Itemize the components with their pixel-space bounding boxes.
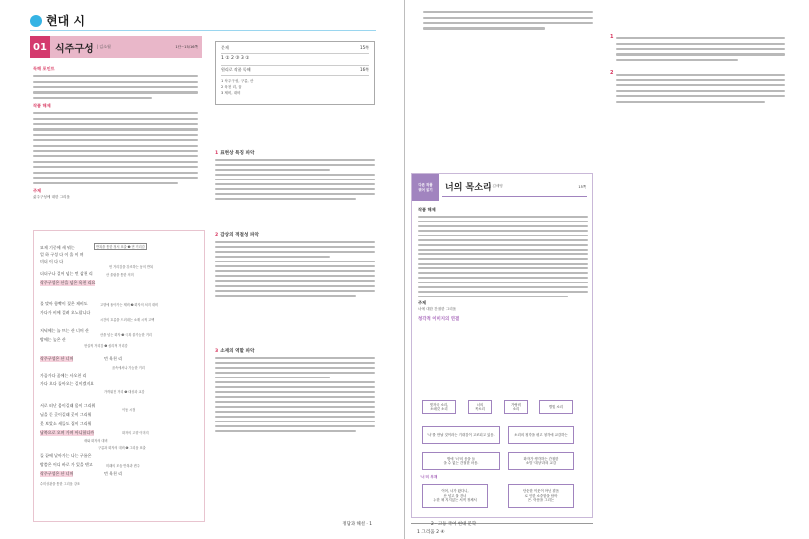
- lesson-number: 01: [30, 36, 50, 58]
- card-tag-line: 다른 작품: [418, 182, 433, 187]
- poem-line: 먼 육천 리: [104, 356, 122, 361]
- poem-annotation: 먼 거리감을 강조하는 동의 반복: [109, 265, 154, 269]
- question-1: [215, 150, 375, 203]
- poem-annotation: 화자의 고향 이미지: [122, 431, 149, 435]
- map-node: '너'를 만날 것이라는 기대감이 고조되고 있음.: [422, 426, 500, 444]
- section-rule: [30, 30, 376, 31]
- review-item: 2 육천 리, 꿈: [221, 84, 242, 89]
- poem-line: 남북으로 오며 가며 아니합디까: [40, 430, 95, 435]
- question-3: [215, 348, 375, 435]
- poem-line: 미더 이 다 다: [40, 259, 64, 264]
- heading-work-commentary: 작품 해제: [33, 102, 51, 108]
- card-answer: 1 그리움 2 ④: [417, 530, 445, 535]
- answer-explanations-column: 1 2: [610, 34, 785, 112]
- poem-line: 님을 둔 곳이길래 곳이 그리워: [40, 412, 92, 417]
- concept-map-title: 청각적 이미지의 연결: [418, 316, 460, 322]
- poem-line: 밤쯤은 어디 바로 가 있을 텐고: [40, 462, 93, 467]
- poem-line: 가다 오다 돌아오는 길이겠지요: [40, 381, 95, 386]
- heading-card-theme: 주제: [418, 300, 427, 306]
- poem-line: 저녁에는 놀 뜨는 산 너머 산: [40, 328, 89, 333]
- poem-annotation: 시간의 흐름을 드러내는 소재 시적 고백: [100, 318, 155, 322]
- question-title: 감상의 적절성 파악: [220, 233, 259, 238]
- card-tag-line: 엮어 읽기: [418, 187, 433, 192]
- poem-annotation: 가까워진 거리 ➎ 대상과 교감: [104, 390, 145, 394]
- poem-line: 먼 육천 리: [104, 471, 122, 476]
- question-number: 1: [215, 151, 219, 156]
- review-page-ref: 16쪽: [360, 67, 369, 73]
- poem-annotation: 수미상관을 통한 그리움 강조: [40, 482, 80, 486]
- map-node: 가랑비 소리: [504, 400, 528, 414]
- card-author: | 김세영: [490, 184, 503, 188]
- poem-annotation: 이동 시점: [122, 408, 136, 412]
- poem-annotation: 고향에 돌아가는 제비 ➋ 화자의 처지 대비: [100, 303, 159, 307]
- card-title: 너의 목소리: [445, 183, 492, 193]
- page-footer: 정답과 해설 · 1: [342, 522, 372, 527]
- question-title: 소재의 역할 파악: [220, 349, 255, 354]
- poem-line: 묘제 기중에 새 뭐는: [40, 245, 75, 250]
- section-title: 현대 시: [46, 14, 85, 28]
- poem-line: 밤에는 높은 산: [40, 337, 66, 342]
- poem-box: [33, 230, 205, 522]
- section-dot-icon: [30, 15, 42, 27]
- question-2: [215, 232, 375, 300]
- poem-line: 삭주구성은 산 너머: [40, 471, 74, 476]
- lesson-page-tag: 1단~15/16쪽: [175, 44, 198, 49]
- reading-notes-column: [33, 62, 198, 201]
- poem-line: 가끔가다 꿈에는 사오천 리: [40, 373, 87, 378]
- paragraph-work-commentary: [33, 112, 198, 184]
- poem-line: 삭주구성은 산을 넘은 육천 리요: [40, 280, 96, 285]
- poem-annotation: 꿈속에서나 가능한 거리: [112, 366, 145, 370]
- poem-annotation: 산 울림을 통한 의미: [106, 273, 134, 277]
- map-node: 별빛 소리: [539, 400, 573, 414]
- heading-reading-point: 독해 포인트: [33, 66, 55, 71]
- card-page-tag: 15쪽: [578, 185, 586, 189]
- poem-line: 삭주구성은 산 너머: [40, 356, 74, 361]
- poem-annotation: 현실적 거리감 ➍ 심리적 거리감: [84, 344, 128, 348]
- question-title: 표현상 특징 파악: [220, 151, 255, 156]
- lesson-banner: [30, 36, 202, 58]
- question-number: 2: [215, 233, 219, 238]
- poem-line: 물 맞아 함빡이 젖은 제비도: [40, 301, 88, 306]
- poem-annotation: 미래의 모습 반복과 변주: [106, 464, 140, 468]
- answer-label: 문제: [221, 45, 229, 50]
- poem-line: 얼 하 구성 다 이 울 이 며: [40, 252, 84, 257]
- poem-line: 들 끝에 날아가는 나는 구름은: [40, 453, 92, 458]
- map-node: 단순한 이웃이 아닌 곁음 로 인한 소중함을 담아 은. 아픔을 그리는: [508, 484, 574, 508]
- card-theme-text: 너에 대한 간절한 그리움: [418, 307, 457, 312]
- poem-annotation: 산을 넘는 화자 ➌ 극복 불가능한 거리: [100, 333, 152, 337]
- lesson-title: 식주구성: [55, 43, 94, 55]
- map-node: 화자가 생각하는 간절한 소망 '대상'과의 교감: [508, 452, 574, 470]
- question-number: 3: [215, 349, 219, 354]
- poem-line: 가다가 비에 걸려 오노랍니다: [40, 310, 91, 315]
- answer-page-ref: 15쪽: [360, 45, 369, 50]
- theme-text: 삶주구성에 대한 그리움: [33, 195, 70, 200]
- related-work-card: [411, 173, 593, 518]
- map-node: 빗자국 소리, 소매깃 소리: [422, 400, 456, 414]
- map-node: 이어, 너가 왔다니, 산 넘고 물 건너 누한 채 지지있는 서적 정체서: [422, 484, 488, 508]
- answer-row: 1 ① 2 ③ 3 ①: [221, 55, 250, 61]
- poem-line: 못 보았소 새들도 집이 그리워: [40, 421, 92, 426]
- answer-summary-box: [215, 41, 375, 105]
- card-tag: [412, 174, 439, 201]
- section-header: [30, 12, 85, 29]
- heading-card-commentary: 작품 해제: [418, 207, 436, 212]
- heading-theme: 주제: [33, 188, 42, 194]
- absence-title: '너'의 부재: [420, 475, 438, 479]
- page-footer: 2 · 고등 국어 현대 문학: [431, 522, 477, 527]
- map-node: 소리의 청각을 평고 청각에 교감하는: [508, 426, 574, 444]
- right-page: [405, 0, 809, 539]
- card-body: [418, 204, 588, 322]
- left-page: [0, 0, 404, 539]
- map-node: 밤에 '너'의 음을 들 을 수 없는 간절한 마음.: [422, 452, 500, 470]
- review-label: 원리로 작품 독해: [221, 67, 251, 73]
- review-item: 3 제비, 대비: [221, 91, 241, 96]
- map-node: 너의 목소리: [468, 400, 492, 414]
- poem-line: 서로 떠난 몸이길래 몸이 그리워: [40, 403, 96, 408]
- poem-annotation: 반복을 통한 정서 표출 ➊ 먼 거리감: [96, 245, 145, 249]
- review-item: 1 삭주구성, 구름, 산: [221, 78, 254, 83]
- poem-annotation: 구름과 화자의 대비 ➏ 그리움 표출: [98, 446, 146, 450]
- lesson-author: | 김소월: [96, 44, 111, 49]
- paragraph-reading-point: [33, 75, 198, 99]
- poem-line: 더더구나 걸어 넘는 먼 삼천 리: [40, 271, 93, 276]
- poem-annotation: 새와 화자의 대비: [84, 439, 108, 443]
